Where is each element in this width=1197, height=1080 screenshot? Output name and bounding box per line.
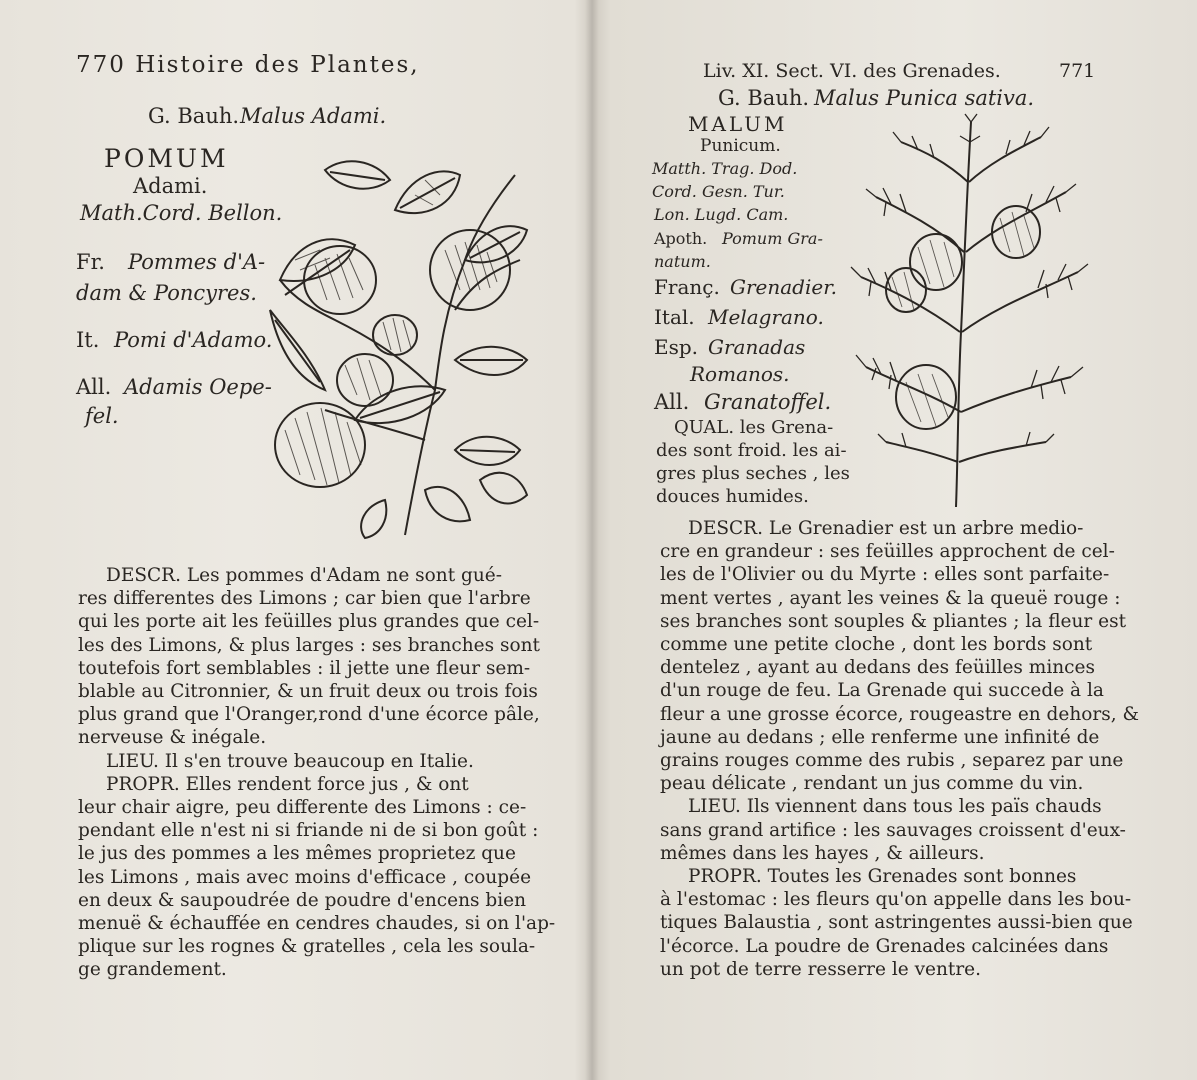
left-text-line: les Limons , mais avec moins d'efficace , coupée bbox=[78, 866, 532, 888]
left-text-line: blable au Citronnier, & un fruit deux ou trois fois bbox=[78, 681, 538, 703]
right-esp-label: Esp. bbox=[654, 335, 699, 359]
right-qual-4: douces humides. bbox=[656, 486, 809, 507]
right-bauhin-name: Malus Punica sativa. bbox=[814, 86, 1035, 110]
right-text-line: ment vertes , ayant les veines & la queuë rouge : bbox=[660, 587, 1121, 609]
right-authors-3: Lon. Lugd. Cam. bbox=[654, 205, 789, 224]
right-all-name: Granatoffel. bbox=[704, 390, 832, 414]
right-franc-name: Grenadier. bbox=[730, 275, 837, 299]
left-plant-title: POMUM bbox=[104, 144, 229, 173]
left-all-label: All. bbox=[76, 375, 112, 399]
left-text-line: PROPR. Elles rendent force jus , & ont bbox=[106, 773, 469, 795]
left-text-line: DESCR. Les pommes d'Adam ne sont gué- bbox=[106, 565, 502, 586]
left-text-line: qui les porte ait les feüilles plus grandes que cel- bbox=[78, 611, 540, 633]
left-it-name: Pomi d'Adamo. bbox=[114, 328, 273, 352]
right-apoth-name-1: Pomum Gra- bbox=[722, 229, 823, 248]
left-text-line: toutefois fort semblables : il jette une fleur sem- bbox=[78, 657, 531, 679]
right-esp-name-1: Granadas bbox=[708, 335, 806, 359]
left-fr-name-1: Pommes d'A- bbox=[128, 250, 266, 274]
right-authors-1: Matth. Trag. Dod. bbox=[652, 159, 798, 178]
left-text-line: pendant elle n'est ni si friande ni de si bon goût : bbox=[78, 820, 539, 842]
right-ital-label: Ital. bbox=[654, 305, 695, 329]
right-authors-2: Cord. Gesn. Tur. bbox=[652, 182, 785, 201]
left-fr-label: Fr. bbox=[76, 250, 105, 274]
right-esp-name-2: Romanos. bbox=[690, 362, 790, 386]
adam-apple-woodcut bbox=[265, 150, 535, 540]
left-all-name-2: fel. bbox=[85, 404, 119, 428]
left-bauhin-name: Malus Adami. bbox=[240, 104, 387, 128]
right-page-number: 771 bbox=[1059, 60, 1096, 82]
left-text-line: plique sur les rognes & gratelles , cela les soula- bbox=[78, 936, 536, 958]
left-main-text bbox=[78, 564, 555, 982]
right-text-line: sans grand artifice : les sauvages croissent d'eux- bbox=[660, 819, 1126, 841]
pomegranate-woodcut bbox=[846, 112, 1096, 512]
right-text-line: jaune au dedans ; elle renferme une infinité de bbox=[660, 726, 1100, 748]
left-bauhin-prefix: G. Bauh. bbox=[148, 104, 240, 128]
right-text-line: un pot de terre resserre le ventre. bbox=[660, 958, 981, 980]
left-running-head: 770 Histoire des Plantes, bbox=[76, 52, 420, 78]
right-bauhin-prefix: G. Bauh. bbox=[718, 86, 810, 110]
left-it-label: It. bbox=[76, 328, 100, 352]
left-text-line: menuë & échauffée en cendres chaudes, si on l'ap- bbox=[78, 913, 556, 935]
left-plant-subtitle: Adami. bbox=[133, 174, 208, 198]
left-fr-name-2: dam & Poncyres. bbox=[76, 281, 257, 305]
right-text-line: cre en grandeur : ses feüilles approchent de cel- bbox=[660, 541, 1115, 563]
right-all-label: All. bbox=[654, 390, 690, 414]
right-franc-label: Franç. bbox=[654, 275, 720, 299]
right-main-text bbox=[660, 517, 1139, 981]
left-text-line: LIEU. Il s'en trouve beaucoup en Italie. bbox=[106, 750, 474, 772]
right-qual-3: gres plus seches , les bbox=[656, 463, 850, 484]
right-text-line: tiques Balaustia , sont astringentes aussi-bien que bbox=[660, 912, 1133, 934]
right-plant-subtitle: Punicum. bbox=[700, 136, 781, 156]
right-text-line: peau délicate , rendant un jus comme du vin. bbox=[660, 773, 1084, 795]
left-text-line: les des Limons, & plus larges : ses branches sont bbox=[78, 634, 540, 656]
right-text-line: ses branches sont souples & pliantes ; la fleur est bbox=[660, 610, 1127, 632]
right-text-line: l'écorce. La poudre de Grenades calcinées dans bbox=[660, 935, 1109, 957]
left-all-name-1: Adamis Oepe- bbox=[124, 375, 272, 399]
right-text-line: LIEU. Ils viennent dans tous les païs chauds bbox=[688, 796, 1102, 818]
right-text-line: DESCR. Le Grenadier est un arbre medio- bbox=[688, 518, 1084, 539]
right-apoth-label: Apoth. bbox=[654, 229, 708, 248]
right-qual-2: des sont froid. les ai- bbox=[656, 440, 847, 461]
left-page bbox=[0, 0, 590, 1080]
right-text-line: fleur a une grosse écorce, rougeastre en dehors, & bbox=[660, 703, 1139, 725]
right-text-line: d'un rouge de feu. La Grenade qui succede à la bbox=[660, 680, 1104, 702]
left-text-line: ge grandement. bbox=[78, 959, 227, 981]
right-text-line: PROPR. Toutes les Grenades sont bonnes bbox=[688, 866, 1077, 888]
right-text-line: à l'estomac : les fleurs qu'on appelle dans les bou- bbox=[660, 889, 1132, 911]
right-text-line: les de l'Olivier ou du Myrte : elles sont parfaite- bbox=[660, 564, 1110, 586]
left-text-line: plus grand que l'Oranger,rond d'une écorce pâle, bbox=[78, 704, 540, 726]
right-ital-name: Melagrano. bbox=[708, 305, 824, 329]
left-text-line: le jus des pommes a les mêmes proprietez que bbox=[78, 843, 516, 865]
right-plant-title: MALUM bbox=[688, 112, 788, 136]
right-running-head: Liv. XI. Sect. VI. des Grenades. bbox=[703, 60, 1001, 82]
right-text-line: mêmes dans les hayes , & ailleurs. bbox=[660, 842, 985, 864]
right-qual-1: QUAL. les Grena- bbox=[674, 417, 834, 438]
right-text-line: grains rouges comme des rubis , separez par une bbox=[660, 750, 1124, 772]
right-apoth-name-2: natum. bbox=[654, 252, 711, 271]
right-text-line: comme une petite cloche , dont les bords sont bbox=[660, 634, 1093, 656]
left-text-line: nerveuse & inégale. bbox=[78, 727, 267, 749]
right-text-line: dentelez , ayant au dedans des feüilles minces bbox=[660, 657, 1095, 679]
right-page bbox=[598, 0, 1197, 1080]
left-text-line: en deux & saupoudrée de poudre d'encens bien bbox=[78, 889, 527, 911]
left-text-line: res differentes des Limons ; car bien que l'arbre bbox=[78, 588, 531, 610]
left-text-line: leur chair aigre, peu differente des Limons : ce- bbox=[78, 797, 527, 819]
left-plant-authors: Math.Cord. Bellon. bbox=[80, 201, 283, 225]
